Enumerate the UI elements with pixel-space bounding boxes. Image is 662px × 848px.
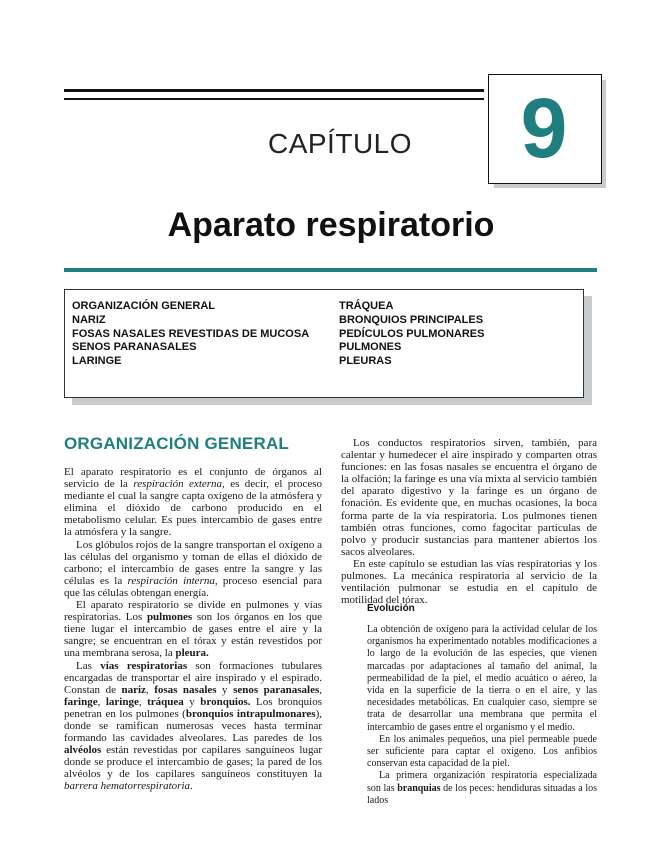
contents-item: LARINGE (72, 355, 122, 368)
evolution-text (367, 624, 597, 807)
paragraph: La primera organización respiratoria especializada son las branquias de los peces: hendiduras situadas a los lados (367, 770, 597, 806)
contents-item: PULMONES (339, 341, 402, 354)
contents-item: ORGANIZACIÓN GENERAL (72, 300, 215, 312)
paragraph: Los glóbulos rojos de la sangre transportan el oxígeno a las células del organismo y toman de ellas el dióxido de carbono; el intercambio de gases entre la sangre y las células es la respiración interna, proceso esencial para que las células obtengan energía. (64, 538, 322, 599)
paragraph: En este capítulo se estudian las vías respiratorias y los pulmones. La mecánica respiratoria al servicio de la ventilación pulmonar se estudia en el capítulo de motilidad del tórax. (341, 557, 597, 607)
paragraph: Las vías respiratorias son formaciones tubulares encargadas de transportar el aire inspirado y el espirado. Constan de nariz, fosas nasales y senos paranasales, faringe, laringe, tráquea y bronquios. Los bronquios penetran en los pulmones (bronquios intrapulmonares), donde se ramifican numerosas veces hasta terminar formando las cavidades alveolares. Las paredes de los alvéolos están revestidas por capilares sanguíneos lugar donde se produce el intercambio de gases; la pared de los alvéolos y de los capilares sanguíneos constituyen la barrera hematorrespiratoria. (64, 659, 323, 793)
right-column (341, 437, 597, 606)
contents-item: PEDÍCULOS PULMONARES (339, 327, 485, 340)
chapter-title: Aparato respiratorio (167, 206, 495, 244)
contents-item: SENOS PARANASALES (72, 341, 197, 354)
paragraph: El aparato respiratorio es el conjunto de órganos al servicio de la respiración externa, es decir, el proceso mediante el cual la sangre capta oxígeno de la atmósfera y elimina el dióxido de carbono producido en el metabolismo celular. Es pues intercambio de gases entre la atmósfera y la sangre. (64, 466, 322, 539)
evolution-heading: Evolución (367, 603, 415, 614)
header-rule-second (64, 98, 484, 100)
contents-item: PLEURAS (339, 355, 392, 368)
title-rule (64, 268, 597, 272)
contents-item: BRONQUIOS PRINCIPALES (339, 313, 484, 326)
header-rule-top (64, 89, 484, 92)
paragraph: El aparato respiratorio se divide en pulmones y vías respiratorias. Los pulmones son los órganos en los que tiene lugar el intercambio de gases entre el aire y la sangre; se encuentran en el tórax y están revestidos por una membrana serosa, la pleura. (64, 599, 322, 660)
chapter-number: 9 (520, 80, 568, 175)
contents-item: FOSAS NASALES REVESTIDAS DE MUCOSA (72, 327, 310, 340)
contents-right-column (339, 300, 484, 369)
left-column (64, 466, 322, 793)
contents-item: TRÁQUEA (339, 300, 394, 312)
contents-item: NARIZ (72, 313, 106, 326)
section-heading: ORGANIZACIÓN GENERAL (64, 434, 289, 453)
contents-left-column (72, 300, 309, 369)
paragraph: En los animales pequeños, una piel permeable puede ser suficiente para captar el oxígeno. Los anfibios conservan esta capacidad de la piel. (367, 733, 597, 770)
chapter-label: CAPÍTULO (267, 128, 413, 159)
paragraph: Los conductos respiratorios sirven, también, para calentar y humedecer el aire inspirado y comparten otras funciones: en las fosas nasales se encuentra el órgano de la olfación; la faringe es una vía mixta al servicio también del aparato digestivo y la faringe es un órgano de fonación. Es evidente que, en muchas ocasiones, la boca forma parte de la vía respiratoria. Los pulmones tienen también otras funciones, como fagocitar partículas de polvo y producir sustancias para mantener abiertos los sacos alveolares. (341, 437, 597, 558)
paragraph: La obtención de oxígeno para la actividad celular de los organismos ha experimentado notables modificaciones a lo largo de la evolución de las especies, que vienen marcadas por adaptaciones al tamaño del animal, la permeabilidad de la piel, el medio acuático o aéreo, la vida en la superficie de la tierra o en el aire, y las necesidades metabólicas. En cualquier caso, siempre se trata de desarrollar una membrana que permita el intercambio de gases entre el organismo y el medio. (367, 624, 597, 733)
